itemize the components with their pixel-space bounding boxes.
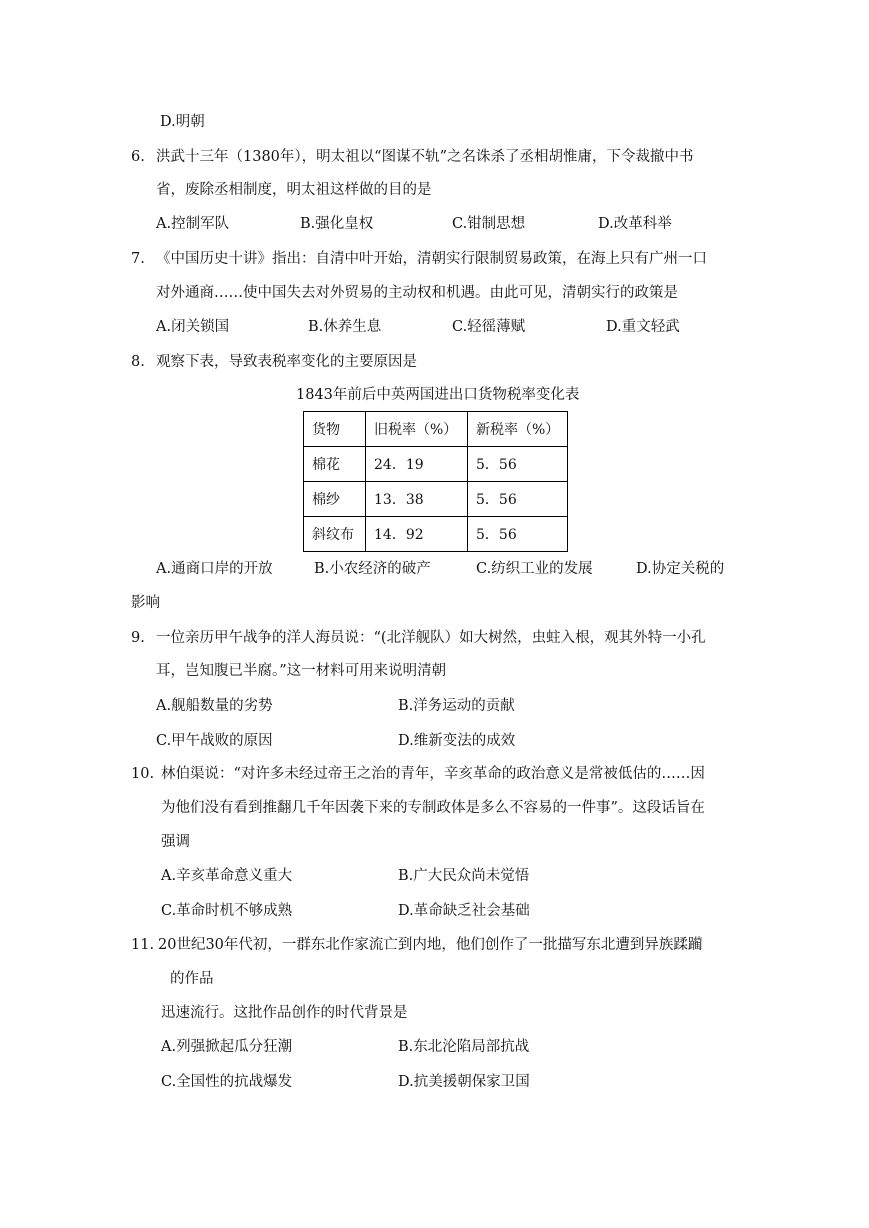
q11-stem-line1: 20世纪30年代初，一群东北作家流亡到内地，他们创作了一批描写东北遭到异族蹂躏	[158, 937, 703, 953]
q11-option-a: A.列强掀起瓜分狂潮	[161, 1039, 293, 1055]
q6-option-c: C.钳制思想	[452, 216, 526, 232]
q10-stem-line2: 为他们没有看到推翻几千年因袭下来的专制政体是多么不容易的一件事”。这段话旨在	[161, 800, 705, 816]
q7-stem-line1: 《中国历史十讲》指出：自清中叶开始，清朝实行限制贸易政策，在海上只有广州一口	[156, 251, 707, 267]
q9-option-c: C.甲午战败的原因	[156, 733, 273, 749]
q7-stem-line2: 对外通商……使中国失去对外贸易的主动权和机遇。由此可见，清朝实行的政策是	[156, 285, 678, 301]
table-header-cell: 新税率（%）	[468, 412, 568, 447]
table-cell: 5．56	[468, 447, 568, 482]
table-cell: 14．92	[366, 517, 468, 552]
table-cell: 棉花	[304, 447, 366, 482]
q7-option-a: A.闭关锁国	[156, 319, 230, 335]
q11-number: 11.	[131, 937, 155, 953]
q8-option-c: C.纺织工业的发展	[476, 561, 593, 577]
q5-option-d: D.明朝	[160, 114, 205, 130]
q8-stem-line1: 观察下表，导致表税率变化的主要原因是	[156, 354, 417, 370]
q11-option-d: D.抗美援朝保家卫国	[398, 1074, 530, 1090]
table-cell: 斜纹布	[304, 517, 366, 552]
q11-option-b: B.东北沦陷局部抗战	[398, 1039, 530, 1055]
q9-stem-line2: 耳，岂知腹已半腐。”这一材料可用来说明清朝	[156, 663, 447, 679]
table-row	[304, 517, 568, 552]
q10-option-d: D.革命缺乏社会基础	[398, 903, 530, 919]
q6-stem-line1: 洪武十三年（1380年），明太祖以“图谋不轨”之名诛杀了丞相胡惟庸，下令裁撤中书	[156, 149, 694, 165]
q10-option-b: B.广大民众尚未觉悟	[398, 868, 530, 884]
q11-stem-line2: 的作品	[170, 971, 214, 987]
q6-option-b: B.强化皇权	[300, 216, 374, 232]
tax-rate-table	[303, 411, 568, 552]
q9-stem-line1: 一位亲历甲午战争的洋人海员说：“(北洋舰队）如大树然，虫蛀入根，观其外特一小孔	[156, 630, 706, 646]
table-cell: 24．19	[366, 447, 468, 482]
q6-stem-line2: 省，废除丞相制度，明太祖这样做的目的是	[156, 182, 432, 198]
q9-option-b: B.洋务运动的贡献	[398, 698, 515, 714]
q8-option-b: B.小农经济的破产	[314, 561, 431, 577]
table-cell: 5．56	[468, 517, 568, 552]
q9-option-a: A.舰船数量的劣势	[156, 698, 273, 714]
table-cell: 5．56	[468, 482, 568, 517]
q7-option-b: B.休养生息	[308, 319, 382, 335]
q9-number: 9.	[131, 630, 145, 646]
q10-stem-line3: 强调	[161, 834, 190, 850]
q10-option-c: C.革命时机不够成熟	[161, 903, 293, 919]
table-header-cell: 货物	[304, 412, 366, 447]
q8-option-a: A.通商口岸的开放	[156, 561, 273, 577]
q8-number: 8.	[131, 354, 145, 370]
q8-table-title: 1843年前后中英两国进出口货物税率变化表	[296, 387, 580, 403]
q8-option-d: D.协定关税的	[636, 561, 725, 577]
q7-option-d: D.重文轻武	[606, 319, 680, 335]
q7-option-c: C.轻徭薄赋	[452, 319, 526, 335]
table-header-row	[304, 412, 568, 447]
q7-number: 7.	[131, 251, 145, 267]
table-cell: 13．38	[366, 482, 468, 517]
q10-option-a: A.辛亥革命意义重大	[161, 868, 293, 884]
q6-number: 6.	[131, 149, 145, 165]
q8-option-d-wrap: 影响	[131, 595, 160, 611]
q11-stem-line3: 迅速流行。这批作品创作的时代背景是	[161, 1005, 408, 1021]
q10-stem-line1: 林伯渠说：“对许多未经过帝王之治的青年，辛亥革命的政治意义是常被低估的……因	[161, 766, 705, 782]
q6-option-d: D.改革科举	[598, 216, 672, 232]
q9-option-d: D.维新变法的成效	[398, 733, 516, 749]
table-row	[304, 447, 568, 482]
q6-option-a: A.控制军队	[156, 216, 230, 232]
q11-option-c: C.全国性的抗战爆发	[161, 1074, 293, 1090]
table-cell: 棉纱	[304, 482, 366, 517]
q10-number: 10.	[131, 766, 155, 782]
table-row	[304, 482, 568, 517]
table-header-cell: 旧税率（%）	[366, 412, 468, 447]
